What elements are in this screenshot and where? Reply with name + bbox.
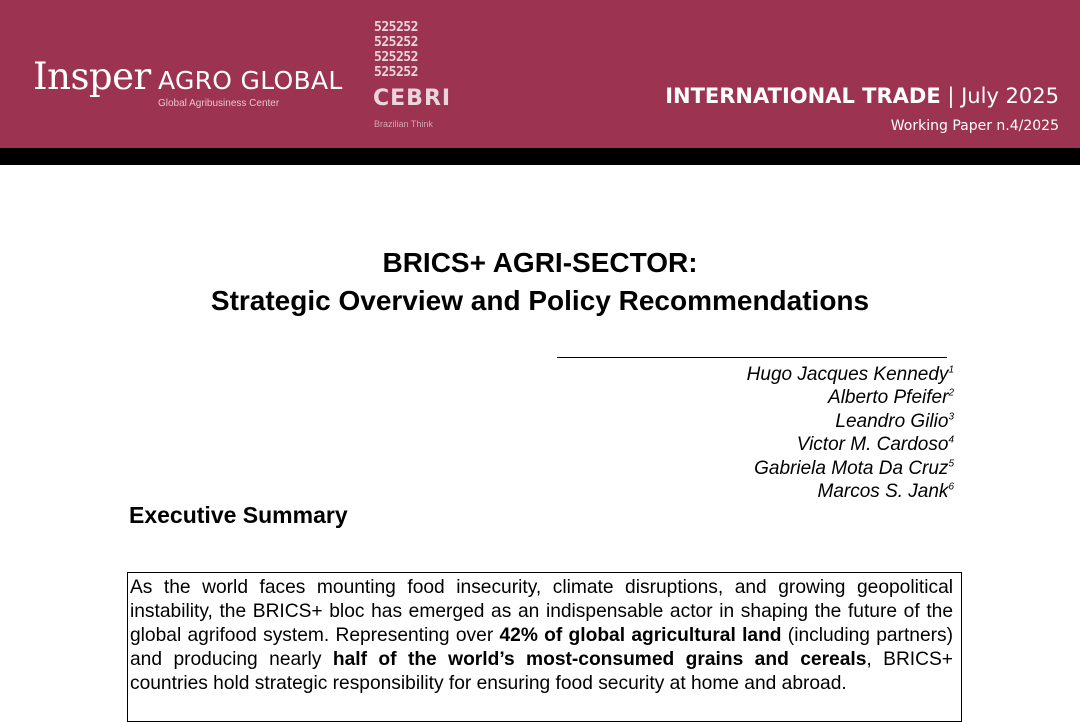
paper-title-line1: BRICS+ AGRI-SECTOR: [382,247,698,278]
agro-global-subtitle: Global Agribusiness Center [158,98,280,109]
author-footnote-marker[interactable]: 1 [948,364,954,376]
series-heading [665,86,1059,107]
section-heading: Executive Summary [129,502,348,528]
header-divider-bar [0,148,1080,165]
author-footnote-marker[interactable]: 4 [948,434,954,446]
svg-text:525252: 525252 [374,35,418,50]
cebri-subtitle: Brazilian Think [374,119,433,129]
insper-logo: Insper [33,55,151,98]
author-list [747,363,954,503]
series-date: July 2025 [961,84,1059,108]
author-item: Victor M. Cardoso$^4$ [796,434,954,456]
svg-text:525252: 525252 [374,50,418,65]
svg-text:525252: 525252 [374,20,418,35]
agro-global-logo: AGRO GLOBAL [158,66,343,95]
svg-text:525252: 525252 [374,65,418,80]
summary-paragraph: As the world faces mounting food insecurity, climate disruptions, and growing geopolitical instability, the BRICS+ bloc has emerged as an indispensable actor in shaping the future of the global agrifood system. Representing over 42% of global agricultural land (including partners) and producing nearly half of the world’s most-consumed grains and cereals, BRICS+ countries hold strategic responsibility for ensuring food security at home and abroad. [130,577,953,694]
author-item: Marcos S. Jank$^6$ [817,481,954,503]
series-separator: | [940,84,962,108]
cebri-logo: CEBRI [373,86,452,111]
author-footnote-marker[interactable]: 2 [948,388,954,400]
author-item: Leandro Gilio$^3$ [835,410,954,432]
author-footnote-marker[interactable]: 3 [948,411,954,423]
author-divider [557,357,947,358]
author-footnote-marker[interactable]: 6 [948,481,954,493]
author-item: Alberto Pfeifer$^2$ [828,387,954,409]
series-label: INTERNATIONAL TRADE [665,84,941,108]
author-item: Gabriela Mota Da Cruz$^5$ [754,457,954,479]
working-paper-number: Working Paper n.4/2025 [890,118,1059,134]
author-footnote-marker[interactable]: 5 [948,458,954,470]
paper-title-line2: Strategic Overview and Policy Recommendations [210,285,870,316]
author-item: Hugo Jacques Kennedy$^1$ [746,364,954,385]
cebri-pattern-icon [374,18,438,80]
